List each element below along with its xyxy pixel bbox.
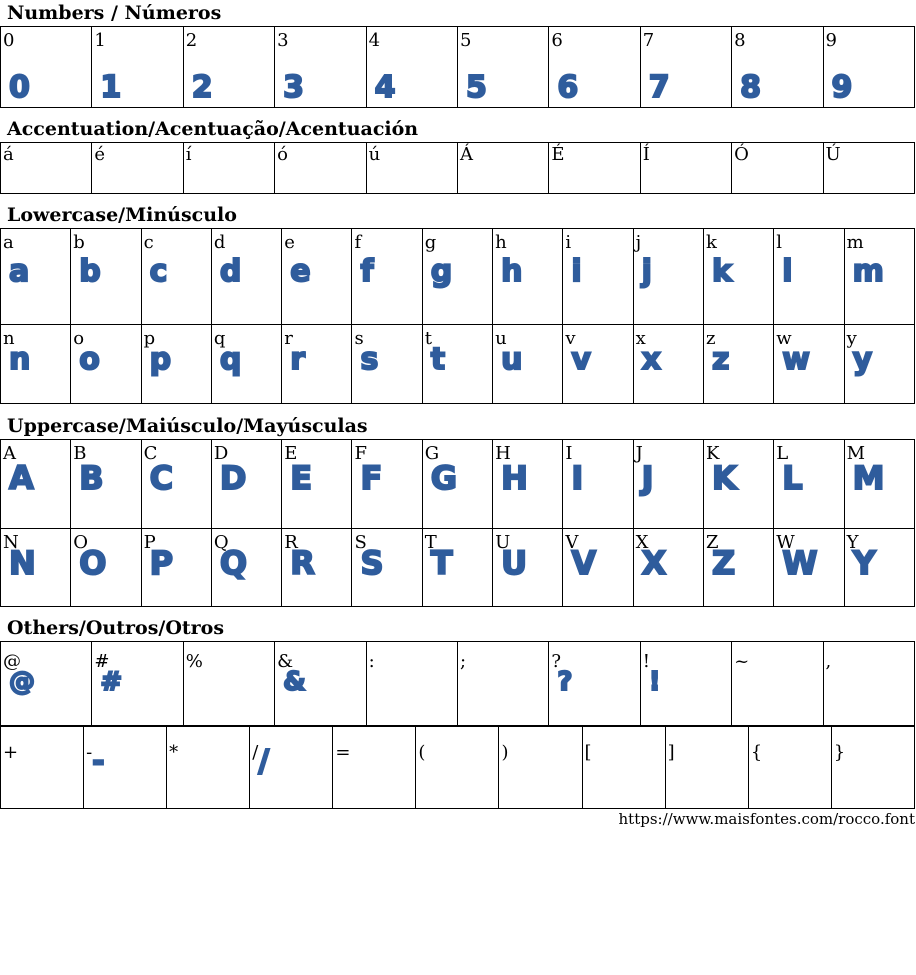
- glyph-cell: [71, 325, 141, 404]
- glyph-sample: w: [782, 342, 810, 377]
- glyph-cell: [633, 229, 703, 325]
- glyph-row: [1, 642, 915, 726]
- glyph-sample: R: [290, 544, 315, 583]
- glyph-cell: [352, 325, 422, 404]
- section-title-accentuation: Accentuation/Acentuação/Acentuación: [7, 118, 419, 140]
- glyph-label: (: [418, 742, 426, 763]
- lowercase-grid-row-1: [0, 228, 915, 325]
- glyph-label: D: [213, 443, 229, 464]
- glyph-cell: [844, 440, 914, 529]
- glyph-sample: !: [648, 667, 661, 698]
- glyph-label: [: [584, 742, 592, 763]
- glyph-label: 2: [185, 30, 198, 51]
- glyph-label: a: [3, 232, 14, 253]
- glyph-cell: [1, 529, 71, 607]
- glyph-cell: [582, 727, 665, 809]
- glyph-cell: [665, 727, 748, 809]
- glyph-cell: [703, 325, 773, 404]
- glyph-sample: a: [9, 254, 30, 289]
- glyph-cell: [499, 727, 582, 809]
- glyph-sample: ?: [557, 667, 573, 698]
- glyph-cell: [275, 27, 366, 108]
- section-title-uppercase: Uppercase/Maiúsculo/Mayúsculas: [7, 415, 368, 437]
- glyph-label: á: [3, 144, 14, 165]
- glyph-label: +: [3, 742, 19, 763]
- glyph-sample: L: [782, 459, 803, 498]
- glyph-sample: D: [219, 459, 247, 498]
- glyph-label: M: [846, 443, 865, 464]
- glyph-label: 9: [825, 30, 837, 51]
- glyph-cell: [250, 727, 333, 809]
- glyph-label: b: [73, 232, 85, 253]
- glyph-cell: [183, 27, 274, 108]
- glyph-label: J: [635, 443, 643, 464]
- glyph-cell: [282, 325, 352, 404]
- glyph-label: }: [833, 742, 846, 763]
- glyph-cell: [732, 642, 823, 726]
- glyph-label: E: [284, 443, 298, 464]
- glyph-row: [1, 143, 915, 194]
- glyph-label: ó: [277, 144, 289, 165]
- section-title-others: Others/Outros/Otros: [7, 617, 225, 639]
- glyph-label: &: [277, 651, 294, 672]
- glyph-cell: [640, 27, 731, 108]
- glyph-label: H: [495, 443, 511, 464]
- glyph-sample: V: [571, 544, 597, 583]
- glyph-cell: [211, 325, 281, 404]
- glyph-cell: [457, 27, 548, 108]
- glyph-label: é: [94, 144, 106, 165]
- glyph-cell: [457, 143, 548, 194]
- glyph-sample: Z: [711, 544, 736, 583]
- glyph-cell: [563, 325, 633, 404]
- glyph-sample: W: [782, 544, 818, 583]
- glyph-sample: e: [290, 254, 311, 289]
- glyph-sample: Q: [219, 544, 248, 583]
- glyph-sample: h: [501, 254, 523, 289]
- glyph-label: I: [565, 443, 573, 464]
- glyph-label: ~: [734, 651, 750, 672]
- glyph-cell: [844, 325, 914, 404]
- glyph-label: !: [642, 651, 650, 672]
- glyph-cell: [549, 27, 640, 108]
- glyph-label: ú: [368, 144, 381, 165]
- glyph-label: 5: [459, 30, 472, 51]
- glyph-sample: C: [149, 459, 174, 498]
- glyph-label: ): [501, 742, 509, 763]
- glyph-cell: [282, 229, 352, 325]
- glyph-sample: f: [360, 254, 374, 289]
- glyph-cell: [366, 27, 457, 108]
- glyph-label: P: [143, 532, 156, 553]
- glyph-sample: /: [258, 744, 270, 779]
- glyph-label: t: [424, 328, 433, 349]
- glyph-sample: &: [283, 667, 306, 698]
- glyph-cell: [493, 529, 563, 607]
- glyph-sample: T: [430, 544, 453, 583]
- section-title-lowercase: Lowercase/Minúsculo: [7, 204, 237, 226]
- glyph-label: Í: [642, 144, 650, 165]
- glyph-cell: [703, 529, 773, 607]
- glyph-cell: [282, 529, 352, 607]
- glyph-sample: 3: [283, 70, 305, 105]
- glyph-sample: U: [501, 544, 528, 583]
- glyph-cell: [1, 229, 71, 325]
- glyph-label: e: [284, 232, 295, 253]
- glyph-sample: M: [852, 459, 885, 498]
- glyph-label: F: [354, 443, 367, 464]
- glyph-sample: g: [430, 254, 453, 289]
- glyph-cell: [275, 143, 366, 194]
- glyph-cell: [141, 325, 211, 404]
- glyph-cell: [282, 440, 352, 529]
- glyph-cell: [1, 642, 92, 726]
- glyph-cell: [183, 642, 274, 726]
- glyph-label: v: [565, 328, 576, 349]
- glyph-cell: [703, 229, 773, 325]
- glyph-cell: [493, 325, 563, 404]
- glyph-label: Á: [459, 144, 473, 165]
- glyph-sample: i: [571, 254, 582, 289]
- glyph-cell: [183, 143, 274, 194]
- glyph-label: 7: [642, 30, 655, 51]
- glyph-label: s: [354, 328, 364, 349]
- glyph-cell: [211, 440, 281, 529]
- glyph-cell: [84, 727, 167, 809]
- glyph-cell: [563, 440, 633, 529]
- glyph-cell: [1, 440, 71, 529]
- glyph-sample: n: [9, 342, 31, 377]
- glyph-label: l: [776, 232, 783, 253]
- glyph-label: c: [143, 232, 154, 253]
- glyph-sample: d: [219, 254, 242, 289]
- glyph-label: í: [185, 144, 192, 165]
- glyph-label: n: [3, 328, 15, 349]
- glyph-cell: [1, 325, 71, 404]
- glyph-cell: [831, 727, 914, 809]
- numbers-grid: [0, 26, 915, 108]
- glyph-label: w: [776, 328, 792, 349]
- glyph-cell: [633, 325, 703, 404]
- glyph-label: 4: [368, 30, 381, 51]
- glyph-sample: m: [852, 254, 884, 289]
- glyph-cell: [774, 529, 844, 607]
- glyph-row: [1, 229, 915, 325]
- glyph-sample: 1: [100, 70, 122, 105]
- glyph-cell: [211, 529, 281, 607]
- glyph-label: k: [705, 232, 717, 253]
- glyph-row: [1, 727, 915, 809]
- glyph-sample: I: [571, 459, 584, 498]
- glyph-cell: [422, 229, 492, 325]
- glyph-cell: [493, 229, 563, 325]
- glyph-cell: [823, 27, 914, 108]
- glyph-sample: j: [641, 254, 652, 289]
- glyph-sample: s: [360, 342, 379, 377]
- glyph-sample: u: [501, 342, 523, 377]
- glyph-sample: E: [290, 459, 313, 498]
- glyph-label: Q: [213, 532, 229, 553]
- glyph-label: Ó: [734, 144, 749, 165]
- glyph-cell: [167, 727, 250, 809]
- glyph-cell: [640, 642, 731, 726]
- glyph-sample: G: [430, 459, 458, 498]
- glyph-sample: O: [79, 544, 107, 583]
- glyph-sample: J: [641, 459, 654, 498]
- glyph-sample: 6: [557, 70, 579, 105]
- glyph-sample: B: [79, 459, 104, 498]
- glyph-cell: [92, 27, 183, 108]
- glyph-cell: [141, 229, 211, 325]
- glyph-cell: [549, 143, 640, 194]
- glyph-cell: [774, 325, 844, 404]
- glyph-label: -: [86, 742, 93, 763]
- glyph-cell: [774, 440, 844, 529]
- others-grid-row-1: [0, 641, 915, 726]
- glyph-cell: [211, 229, 281, 325]
- glyph-label: m: [846, 232, 864, 253]
- glyph-cell: [366, 143, 457, 194]
- glyph-cell: [141, 529, 211, 607]
- glyph-label: G: [424, 443, 440, 464]
- glyph-cell: [1, 727, 84, 809]
- glyph-label: U: [495, 532, 511, 553]
- glyph-label: É: [551, 144, 565, 165]
- glyph-cell: [823, 143, 914, 194]
- glyph-sample: l: [782, 254, 793, 289]
- glyph-cell: [774, 229, 844, 325]
- glyph-label: /: [252, 742, 259, 763]
- glyph-label: 6: [551, 30, 563, 51]
- glyph-sample: A: [9, 459, 34, 498]
- others-grid-row-2: [0, 726, 915, 809]
- glyph-sample: N: [9, 544, 36, 583]
- glyph-cell: [352, 440, 422, 529]
- glyph-cell: [422, 529, 492, 607]
- glyph-sample: 2: [191, 70, 213, 105]
- glyph-label: h: [495, 232, 507, 253]
- glyph-label: f: [354, 232, 362, 253]
- glyph-sample: c: [149, 254, 168, 289]
- glyph-cell: [844, 529, 914, 607]
- glyph-cell: [92, 143, 183, 194]
- glyph-sample: 4: [374, 70, 396, 105]
- glyph-sample: S: [360, 544, 384, 583]
- glyph-sample: H: [501, 459, 528, 498]
- glyph-label: #: [94, 651, 110, 672]
- glyph-cell: [457, 642, 548, 726]
- glyph-label: =: [335, 742, 351, 763]
- glyph-label: K: [705, 443, 720, 464]
- glyph-sample: @: [9, 667, 35, 698]
- glyph-row: [1, 529, 915, 607]
- glyph-label: {: [750, 742, 763, 763]
- glyph-cell: [732, 143, 823, 194]
- glyph-label: *: [169, 742, 179, 763]
- glyph-sample: k: [711, 254, 732, 289]
- glyph-label: Z: [705, 532, 719, 553]
- footer-url[interactable]: https://www.maisfontes.com/rocco.font: [618, 810, 915, 828]
- glyph-label: ?: [551, 651, 561, 672]
- glyph-cell: [92, 642, 183, 726]
- glyph-label: %: [185, 651, 203, 672]
- glyph-sample: r: [290, 342, 305, 377]
- glyph-label: @: [3, 651, 21, 672]
- glyph-cell: [640, 143, 731, 194]
- glyph-cell: [141, 440, 211, 529]
- glyph-sample: p: [149, 342, 172, 377]
- glyph-label: x: [635, 328, 646, 349]
- glyph-label: g: [424, 232, 437, 253]
- glyph-sample: Y: [852, 544, 876, 583]
- glyph-cell: [823, 642, 914, 726]
- lowercase-grid-row-2: [0, 324, 915, 404]
- glyph-label: 1: [94, 30, 106, 51]
- glyph-row: [1, 440, 915, 529]
- glyph-label: ;: [459, 651, 467, 672]
- glyph-cell: [703, 440, 773, 529]
- glyph-cell: [422, 325, 492, 404]
- glyph-cell: [422, 440, 492, 529]
- glyph-sample: 7: [648, 70, 670, 105]
- glyph-label: y: [846, 328, 857, 349]
- glyph-label: X: [635, 532, 649, 553]
- glyph-row: [1, 325, 915, 404]
- section-title-numbers: Numbers / Números: [7, 2, 222, 24]
- glyph-label: N: [3, 532, 19, 553]
- glyph-sample: 8: [740, 70, 761, 105]
- glyph-cell: [275, 642, 366, 726]
- glyph-sample: 0: [9, 70, 30, 105]
- glyph-cell: [71, 229, 141, 325]
- glyph-cell: [352, 229, 422, 325]
- glyph-label: ]: [667, 742, 675, 763]
- glyph-label: ,: [825, 651, 832, 672]
- glyph-cell: [71, 529, 141, 607]
- glyph-cell: [633, 529, 703, 607]
- glyph-sample: q: [219, 342, 242, 377]
- uppercase-grid-row-2: [0, 528, 915, 607]
- glyph-sample: P: [149, 544, 174, 583]
- glyph-sample: 5: [465, 70, 487, 105]
- glyph-sample: -: [92, 744, 105, 779]
- glyph-sample: x: [641, 342, 662, 377]
- glyph-cell: [1, 27, 92, 108]
- glyph-sample: y: [852, 342, 873, 377]
- glyph-label: W: [776, 532, 795, 553]
- glyph-label: Y: [846, 532, 859, 553]
- glyph-label: d: [213, 232, 226, 253]
- accentuation-grid: [0, 142, 915, 194]
- glyph-sample: X: [641, 544, 667, 583]
- glyph-row: [1, 27, 915, 108]
- glyph-label: r: [284, 328, 293, 349]
- glyph-cell: [416, 727, 499, 809]
- glyph-label: 3: [277, 30, 289, 51]
- glyph-cell: [366, 642, 457, 726]
- glyph-label: A: [3, 443, 16, 464]
- glyph-sample: b: [79, 254, 101, 289]
- glyph-sample: v: [571, 342, 591, 377]
- glyph-cell: [71, 440, 141, 529]
- glyph-label: o: [73, 328, 85, 349]
- glyph-label: z: [705, 328, 716, 349]
- glyph-label: q: [213, 328, 226, 349]
- glyph-label: j: [635, 232, 642, 253]
- glyph-sample: 9: [831, 70, 853, 105]
- glyph-sample: t: [430, 342, 446, 377]
- glyph-sample: F: [360, 459, 383, 498]
- glyph-cell: [748, 727, 831, 809]
- glyph-label: R: [284, 532, 298, 553]
- glyph-cell: [1, 143, 92, 194]
- glyph-cell: [844, 229, 914, 325]
- glyph-label: i: [565, 232, 572, 253]
- glyph-label: :: [368, 651, 375, 672]
- glyph-label: B: [73, 443, 87, 464]
- glyph-cell: [352, 529, 422, 607]
- glyph-label: S: [354, 532, 367, 553]
- glyph-cell: [333, 727, 416, 809]
- glyph-sample: K: [711, 459, 737, 498]
- glyph-label: C: [143, 443, 158, 464]
- glyph-label: u: [495, 328, 507, 349]
- glyph-label: L: [776, 443, 789, 464]
- glyph-cell: [563, 529, 633, 607]
- glyph-cell: [493, 440, 563, 529]
- glyph-label: T: [424, 532, 437, 553]
- glyph-cell: [563, 229, 633, 325]
- glyph-label: V: [565, 532, 579, 553]
- glyph-cell: [732, 27, 823, 108]
- uppercase-grid-row-1: [0, 439, 915, 529]
- glyph-sample: z: [711, 342, 730, 377]
- glyph-label: 0: [3, 30, 15, 51]
- glyph-cell: [633, 440, 703, 529]
- glyph-sample: o: [79, 342, 100, 377]
- glyph-cell: [549, 642, 640, 726]
- glyph-label: O: [73, 532, 89, 553]
- glyph-label: 8: [734, 30, 746, 51]
- glyph-label: p: [143, 328, 156, 349]
- glyph-sample: #: [100, 667, 123, 698]
- glyph-label: Ú: [825, 144, 841, 165]
